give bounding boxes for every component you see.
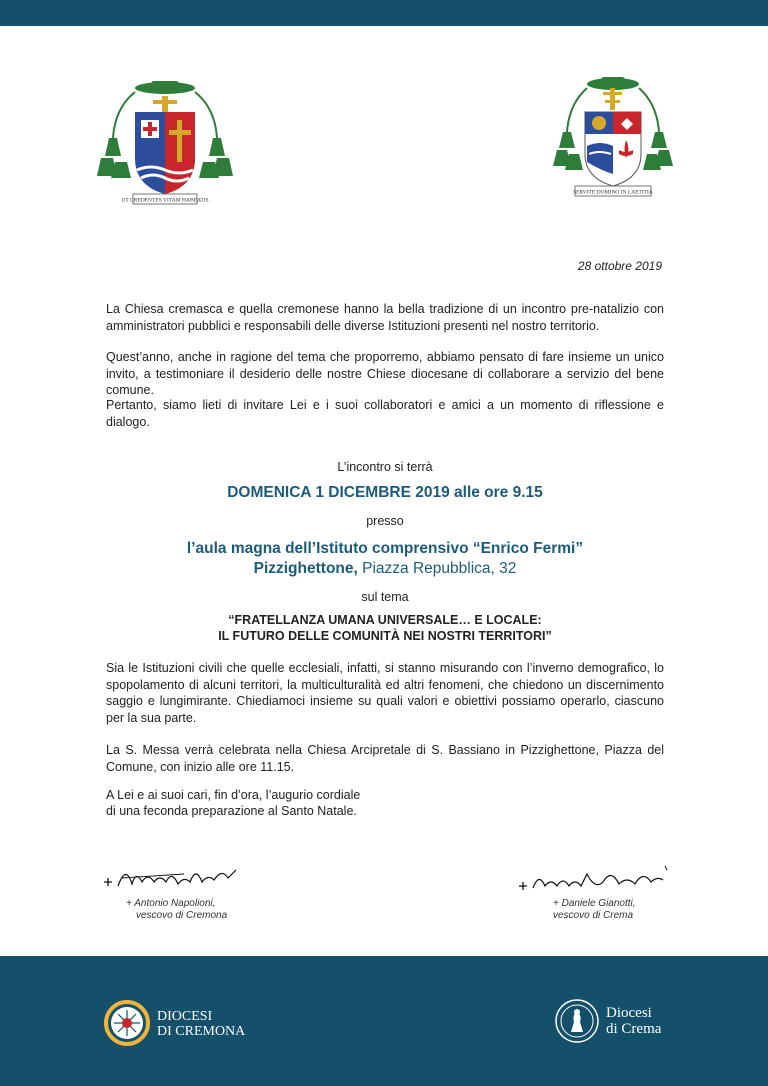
right-handwritten-signature xyxy=(515,860,675,900)
left-signatory-title: vescovo di Cremona xyxy=(136,910,228,921)
theme-line-1: “FRATELLANZA UMANA UNIVERSALE… E LOCALE: xyxy=(228,613,542,627)
venue-address-line xyxy=(106,560,664,578)
joint-invite-paragraph: Quest’anno, anche in ragione del tema che proporremo, abbiamo pensato di fare insieme un unico invito, a testimoniare il desiderio delle nostre Chiese diocesane di collaborare a servizio del bene comune. xyxy=(106,350,664,397)
diocesi-crema-line-2: di Crema xyxy=(606,1021,662,1037)
left-signatory-name: + Antonio Napolioni, xyxy=(126,898,216,909)
left-coat-motto: UT CREDENTES VITAM HABEATIS xyxy=(121,197,209,204)
presso-label: presso xyxy=(366,514,404,528)
cremona-coat-of-arms xyxy=(95,78,235,206)
left-handwritten-signature xyxy=(100,860,250,900)
venue-address: Piazza Repubblica, 32 xyxy=(362,560,517,577)
diocesi-cremona-emblem-icon xyxy=(104,1000,150,1046)
invitation-paragraph: Pertanto, siamo lieti di invitare Lei e i suoi collaboratori e amici a un momento di riflessione e dialogo. xyxy=(106,398,664,429)
context-paragraph: Sia le Istituzioni civili che quelle ecclesiali, infatti, si stanno misurando con l’inverno demografico, lo spopolamento di alcuni territori, la multiculturalità ed altri fenomeni, che chiedono un discernimento saggio e lungimirante. Chiediamoci insieme su quali valori e obiettivi possiamo operarlo, ciascuno per la sua parte. xyxy=(106,661,664,725)
diocesi-crema-seal-icon xyxy=(554,998,600,1044)
meeting-intro: L’incontro si terrà xyxy=(337,460,433,474)
mass-paragraph: La S. Messa verrà celebrata nella Chiesa Arcipretale di S. Bassiano in Pizzighettone, Piazza del Comune, con inizio alle ore 11.15. xyxy=(106,743,664,774)
top-band xyxy=(0,0,768,26)
crema-coat-of-arms xyxy=(553,74,673,202)
closing-line-2: di una feconda preparazione al Santo Natale. xyxy=(106,804,357,818)
intro-paragraph: La Chiesa cremasca e quella cremonese hanno la bella tradizione di un incontro pre-natalizio con amministratori pubblici e responsabili delle diverse Istituzioni presenti nel nostro territorio. xyxy=(106,302,664,333)
letter-date: 28 ottobre 2019 xyxy=(577,259,662,273)
right-signatory-name: + Daniele Gianotti, xyxy=(553,898,636,909)
closing-line-1: A Lei e ai suoi cari, fin d’ora, l’augurio cordiale xyxy=(106,788,361,802)
diocesi-cremona-line-2: DI CREMONA xyxy=(157,1024,246,1039)
diocesi-crema-line-1: Diocesi xyxy=(606,1005,652,1021)
venue-name: l’aula magna dell’Istituto comprensivo “Enrico Fermi” xyxy=(186,540,584,557)
theme-line-2: IL FUTURO DELLE COMUNITÀ NEI NOSTRI TERRITORI” xyxy=(218,629,552,643)
diocesi-cremona-line-1: DIOCESI xyxy=(157,1009,213,1024)
venue-town: Pizzighettone, xyxy=(253,560,358,577)
theme-label: sul tema xyxy=(361,590,409,604)
event-date: DOMENICA 1 DICEMBRE 2019 alle ore 9.15 xyxy=(227,484,543,501)
right-signatory-title: vescovo di Crema xyxy=(553,910,634,921)
right-coat-motto: SERVITE DOMINO IN LAETITIA xyxy=(573,189,653,196)
